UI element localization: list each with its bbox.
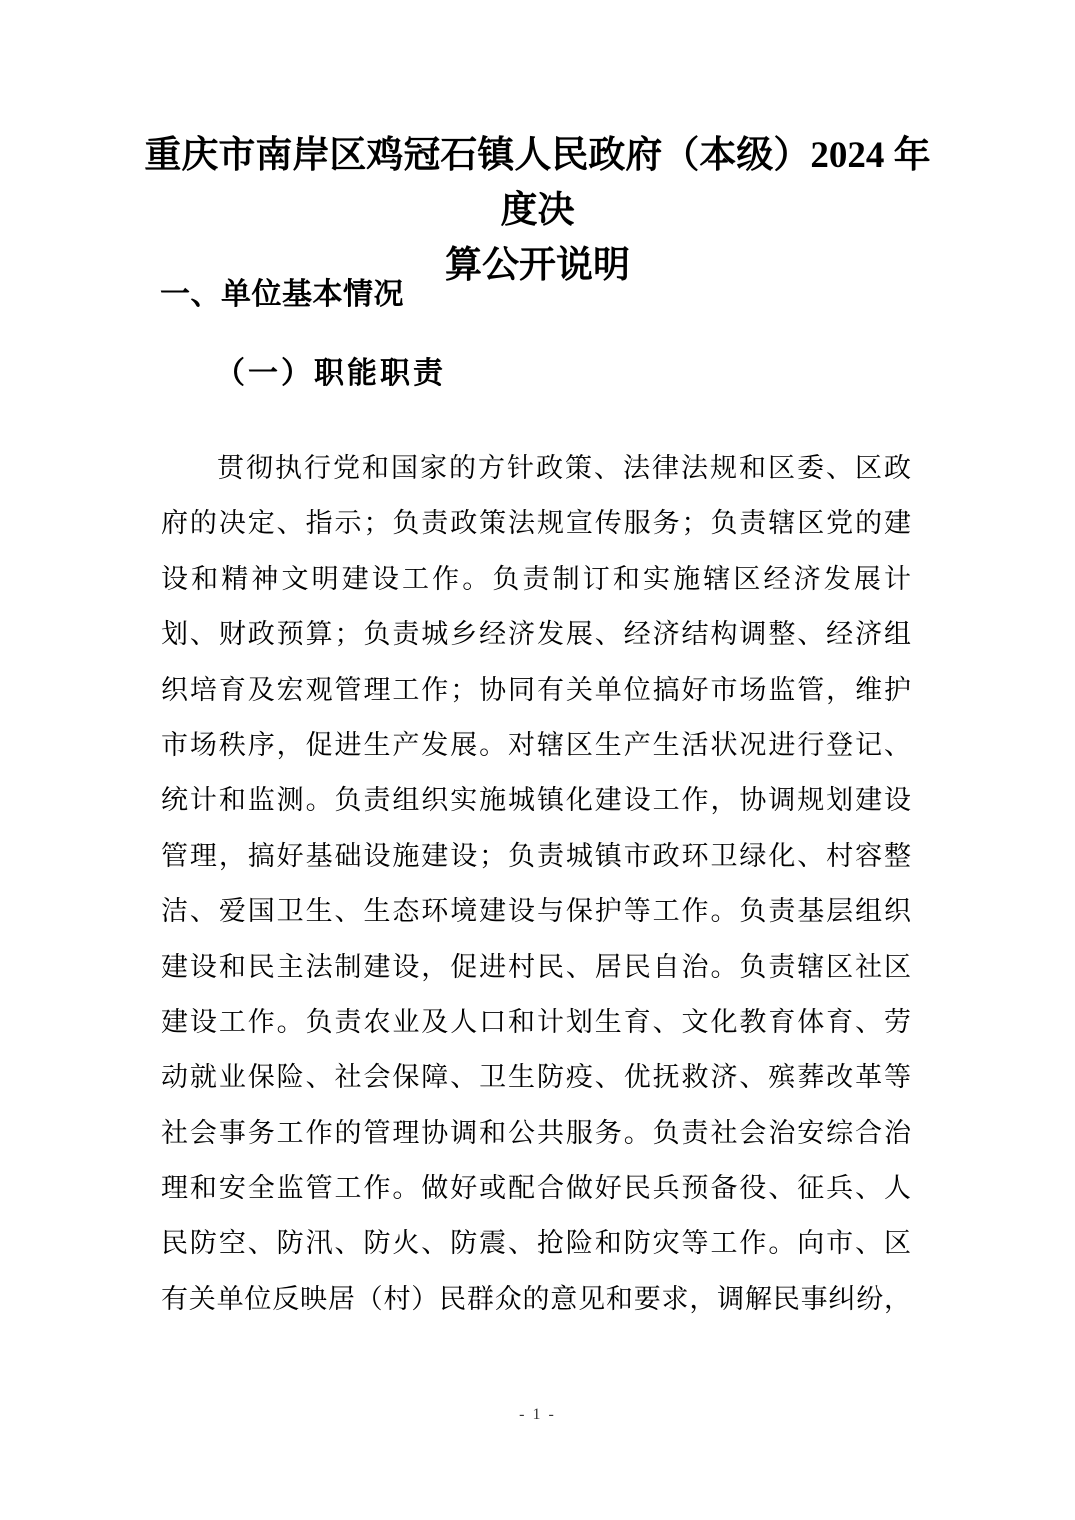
body-line: 府的决定、指示；负责政策法规宣传服务；负责辖区党的建 — [161, 508, 911, 539]
page-number: - 1 - — [519, 1406, 556, 1423]
body-line: 统计和监测。负责组织实施城镇化建设工作，协调规划建设 — [161, 785, 911, 816]
body-line: 理和安全监管工作。做好或配合做好民兵预备役、征兵、人 — [161, 1173, 911, 1204]
document-title — [140, 128, 935, 293]
document-title-line-2: 算公开说明 — [445, 245, 630, 286]
body-line: 建设和民主法制建设，促进村民、居民自治。负责辖区社区 — [161, 951, 911, 982]
body-line: 划、财政预算；负责城乡经济发展、经济结构调整、经济组 — [161, 619, 911, 650]
body-line: 社会事务工作的管理协调和公共服务。负责社会治安综合治 — [161, 1117, 911, 1148]
body-line: 洁、爱国卫生、生态环境建设与保护等工作。负责基层组织 — [161, 896, 911, 927]
body-line: 民防空、防汛、防火、防震、抢险和防灾等工作。向市、区 — [161, 1228, 911, 1259]
body-line: 有关单位反映居（村）民群众的意见和要求，调解民事纠纷， — [161, 1283, 911, 1314]
body-line: 贯彻执行党和国家的方针政策、法律法规和区委、区政 — [217, 453, 911, 483]
section-heading-basic-info: 一、单位基本情况 — [160, 278, 404, 311]
body-paragraph — [161, 441, 911, 1327]
body-line: 建设工作。负责农业及人口和计划生育、文化教育体育、劳 — [161, 1006, 911, 1037]
body-line: 市场秩序，促进生产发展。对辖区生产生活状况进行登记、 — [161, 729, 911, 760]
body-line: 动就业保险、社会保障、卫生防疫、优抚救济、殡葬改革等 — [161, 1062, 911, 1093]
subsection-heading-duties: （一）职能职责 — [215, 357, 446, 390]
body-line: 设和精神文明建设工作。负责制订和实施辖区经济发展计 — [161, 563, 911, 594]
body-line: 织培育及宏观管理工作；协同有关单位搞好市场监管，维护 — [161, 674, 911, 705]
body-line: 管理，搞好基础设施建设；负责城镇市政环卫绿化、村容整 — [161, 840, 911, 871]
document-title-line-1: 重庆市南岸区鸡冠石镇人民政府（本级）2024 年度决 — [144, 135, 931, 231]
